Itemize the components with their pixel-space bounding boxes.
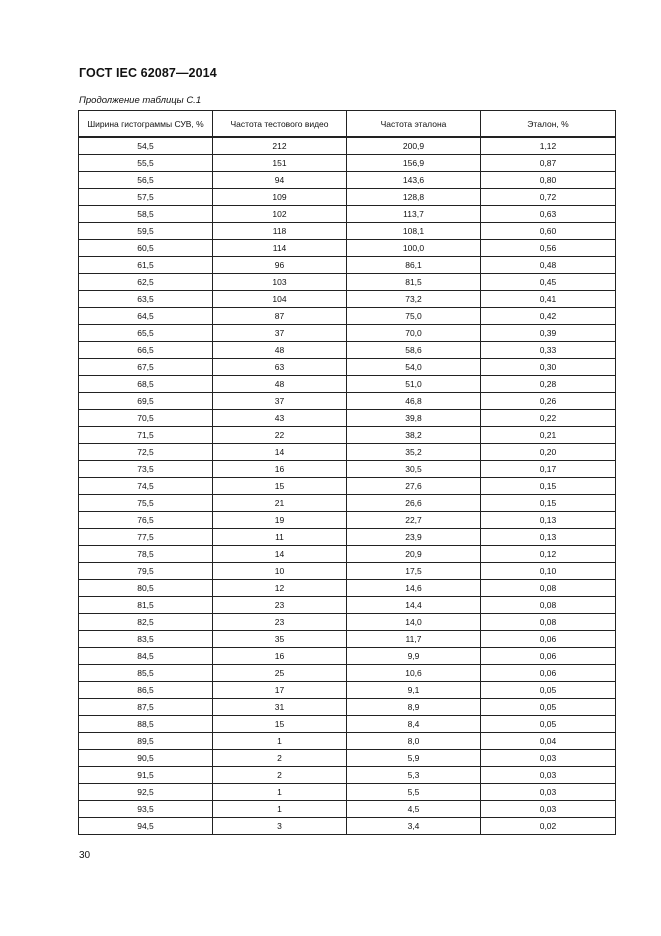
- cell-test-video-frequency: 87: [213, 308, 347, 325]
- cell-test-video-frequency: 103: [213, 274, 347, 291]
- cell-histogram-width: 76,5: [79, 512, 213, 529]
- cell-test-video-frequency: 22: [213, 427, 347, 444]
- cell-histogram-width: 60,5: [79, 240, 213, 257]
- cell-reference-percent: 0,72: [481, 189, 616, 206]
- cell-reference-frequency: 4,5: [347, 801, 481, 818]
- cell-reference-percent: 0,13: [481, 512, 616, 529]
- table-row: [79, 546, 616, 563]
- table-row: [79, 308, 616, 325]
- cell-reference-frequency: 200,9: [347, 137, 481, 155]
- cell-reference-percent: 0,80: [481, 172, 616, 189]
- table-row: [79, 427, 616, 444]
- cell-reference-percent: 0,20: [481, 444, 616, 461]
- cell-test-video-frequency: 37: [213, 325, 347, 342]
- cell-reference-percent: 0,33: [481, 342, 616, 359]
- cell-test-video-frequency: 3: [213, 818, 347, 835]
- cell-test-video-frequency: 35: [213, 631, 347, 648]
- cell-reference-percent: 0,08: [481, 614, 616, 631]
- cell-reference-frequency: 3,4: [347, 818, 481, 835]
- cell-histogram-width: 70,5: [79, 410, 213, 427]
- table-row: [79, 563, 616, 580]
- column-header-reference-frequency: Частота эталона: [347, 111, 481, 138]
- cell-reference-frequency: 58,6: [347, 342, 481, 359]
- cell-reference-percent: 0,05: [481, 716, 616, 733]
- table-row: [79, 172, 616, 189]
- cell-test-video-frequency: 118: [213, 223, 347, 240]
- cell-reference-percent: 0,08: [481, 580, 616, 597]
- cell-histogram-width: 90,5: [79, 750, 213, 767]
- cell-histogram-width: 79,5: [79, 563, 213, 580]
- cell-histogram-width: 68,5: [79, 376, 213, 393]
- cell-reference-percent: 0,03: [481, 750, 616, 767]
- cell-test-video-frequency: 11: [213, 529, 347, 546]
- cell-test-video-frequency: 37: [213, 393, 347, 410]
- cell-test-video-frequency: 15: [213, 716, 347, 733]
- cell-reference-percent: 0,03: [481, 784, 616, 801]
- cell-reference-percent: 0,60: [481, 223, 616, 240]
- table-row: [79, 393, 616, 410]
- cell-reference-frequency: 73,2: [347, 291, 481, 308]
- table-row: [79, 189, 616, 206]
- cell-histogram-width: 85,5: [79, 665, 213, 682]
- cell-reference-percent: 0,45: [481, 274, 616, 291]
- cell-reference-percent: 0,15: [481, 478, 616, 495]
- cell-reference-percent: 0,10: [481, 563, 616, 580]
- cell-reference-frequency: 46,8: [347, 393, 481, 410]
- cell-test-video-frequency: 102: [213, 206, 347, 223]
- table-row: [79, 495, 616, 512]
- cell-test-video-frequency: 25: [213, 665, 347, 682]
- cell-reference-percent: 0,04: [481, 733, 616, 750]
- cell-reference-percent: 0,41: [481, 291, 616, 308]
- cell-reference-frequency: 14,4: [347, 597, 481, 614]
- cell-reference-frequency: 10,6: [347, 665, 481, 682]
- cell-histogram-width: 78,5: [79, 546, 213, 563]
- cell-test-video-frequency: 96: [213, 257, 347, 274]
- table-row: [79, 614, 616, 631]
- cell-histogram-width: 56,5: [79, 172, 213, 189]
- cell-test-video-frequency: 48: [213, 342, 347, 359]
- cell-reference-frequency: 22,7: [347, 512, 481, 529]
- cell-reference-frequency: 8,9: [347, 699, 481, 716]
- table-row: [79, 359, 616, 376]
- cell-reference-percent: 0,87: [481, 155, 616, 172]
- table-row: [79, 784, 616, 801]
- cell-reference-percent: 0,42: [481, 308, 616, 325]
- cell-test-video-frequency: 15: [213, 478, 347, 495]
- cell-histogram-width: 61,5: [79, 257, 213, 274]
- cell-reference-percent: 0,03: [481, 801, 616, 818]
- table-row: [79, 529, 616, 546]
- table-row: [79, 818, 616, 835]
- table-row: [79, 342, 616, 359]
- table-row: [79, 478, 616, 495]
- cell-histogram-width: 93,5: [79, 801, 213, 818]
- cell-histogram-width: 84,5: [79, 648, 213, 665]
- cell-reference-frequency: 113,7: [347, 206, 481, 223]
- cell-reference-percent: 0,08: [481, 597, 616, 614]
- cell-test-video-frequency: 12: [213, 580, 347, 597]
- cell-histogram-width: 55,5: [79, 155, 213, 172]
- cell-test-video-frequency: 17: [213, 682, 347, 699]
- column-header-test-video-frequency: Частота тестового видео: [213, 111, 347, 138]
- cell-reference-percent: 0,06: [481, 665, 616, 682]
- cell-reference-frequency: 9,1: [347, 682, 481, 699]
- cell-histogram-width: 91,5: [79, 767, 213, 784]
- cell-reference-frequency: 5,3: [347, 767, 481, 784]
- cell-histogram-width: 92,5: [79, 784, 213, 801]
- cell-reference-frequency: 14,0: [347, 614, 481, 631]
- cell-reference-frequency: 75,0: [347, 308, 481, 325]
- table-row: [79, 257, 616, 274]
- cell-histogram-width: 83,5: [79, 631, 213, 648]
- cell-test-video-frequency: 104: [213, 291, 347, 308]
- cell-histogram-width: 65,5: [79, 325, 213, 342]
- cell-test-video-frequency: 1: [213, 733, 347, 750]
- cell-test-video-frequency: 16: [213, 648, 347, 665]
- table-row: [79, 223, 616, 240]
- cell-reference-percent: 1,12: [481, 137, 616, 155]
- cell-histogram-width: 67,5: [79, 359, 213, 376]
- cell-reference-frequency: 35,2: [347, 444, 481, 461]
- cell-reference-percent: 0,22: [481, 410, 616, 427]
- cell-test-video-frequency: 1: [213, 801, 347, 818]
- table-row: [79, 461, 616, 478]
- table-row: [79, 580, 616, 597]
- cell-histogram-width: 94,5: [79, 818, 213, 835]
- cell-histogram-width: 88,5: [79, 716, 213, 733]
- cell-reference-percent: 0,12: [481, 546, 616, 563]
- table-row: [79, 631, 616, 648]
- cell-reference-percent: 0,28: [481, 376, 616, 393]
- cell-reference-frequency: 108,1: [347, 223, 481, 240]
- cell-histogram-width: 59,5: [79, 223, 213, 240]
- table-header-row: [79, 111, 616, 138]
- cell-histogram-width: 66,5: [79, 342, 213, 359]
- cell-test-video-frequency: 19: [213, 512, 347, 529]
- cell-reference-percent: 0,15: [481, 495, 616, 512]
- table-row: [79, 733, 616, 750]
- cell-histogram-width: 77,5: [79, 529, 213, 546]
- cell-histogram-width: 89,5: [79, 733, 213, 750]
- cell-reference-frequency: 20,9: [347, 546, 481, 563]
- cell-test-video-frequency: 1: [213, 784, 347, 801]
- cell-reference-percent: 0,48: [481, 257, 616, 274]
- cell-test-video-frequency: 16: [213, 461, 347, 478]
- table-row: [79, 291, 616, 308]
- cell-test-video-frequency: 212: [213, 137, 347, 155]
- cell-histogram-width: 86,5: [79, 682, 213, 699]
- cell-reference-frequency: 86,1: [347, 257, 481, 274]
- cell-histogram-width: 63,5: [79, 291, 213, 308]
- cell-reference-frequency: 128,8: [347, 189, 481, 206]
- cell-histogram-width: 62,5: [79, 274, 213, 291]
- table-row: [79, 597, 616, 614]
- table-body: [79, 137, 616, 835]
- table-row: [79, 240, 616, 257]
- cell-reference-frequency: 8,0: [347, 733, 481, 750]
- cell-reference-percent: 0,13: [481, 529, 616, 546]
- table-row: [79, 716, 616, 733]
- cell-histogram-width: 54,5: [79, 137, 213, 155]
- table-row: [79, 767, 616, 784]
- cell-reference-frequency: 17,5: [347, 563, 481, 580]
- cell-reference-percent: 0,39: [481, 325, 616, 342]
- cell-reference-frequency: 5,9: [347, 750, 481, 767]
- cell-reference-frequency: 8,4: [347, 716, 481, 733]
- table-row: [79, 750, 616, 767]
- cell-reference-frequency: 156,9: [347, 155, 481, 172]
- cell-reference-frequency: 26,6: [347, 495, 481, 512]
- cell-reference-frequency: 51,0: [347, 376, 481, 393]
- cell-test-video-frequency: 151: [213, 155, 347, 172]
- table-row: [79, 801, 616, 818]
- table-row: [79, 444, 616, 461]
- cell-reference-frequency: 70,0: [347, 325, 481, 342]
- cell-test-video-frequency: 63: [213, 359, 347, 376]
- table-row: [79, 648, 616, 665]
- table-row: [79, 699, 616, 716]
- cell-histogram-width: 87,5: [79, 699, 213, 716]
- cell-histogram-width: 71,5: [79, 427, 213, 444]
- cell-test-video-frequency: 109: [213, 189, 347, 206]
- data-table: [78, 110, 616, 835]
- cell-reference-frequency: 23,9: [347, 529, 481, 546]
- cell-reference-frequency: 81,5: [347, 274, 481, 291]
- cell-reference-frequency: 38,2: [347, 427, 481, 444]
- table-row: [79, 137, 616, 155]
- table-row: [79, 665, 616, 682]
- cell-test-video-frequency: 43: [213, 410, 347, 427]
- column-header-reference-percent: Эталон, %: [481, 111, 616, 138]
- table-row: [79, 512, 616, 529]
- cell-histogram-width: 80,5: [79, 580, 213, 597]
- cell-reference-frequency: 39,8: [347, 410, 481, 427]
- cell-test-video-frequency: 94: [213, 172, 347, 189]
- cell-histogram-width: 72,5: [79, 444, 213, 461]
- cell-test-video-frequency: 2: [213, 750, 347, 767]
- cell-test-video-frequency: 2: [213, 767, 347, 784]
- table-row: [79, 155, 616, 172]
- cell-test-video-frequency: 114: [213, 240, 347, 257]
- cell-histogram-width: 75,5: [79, 495, 213, 512]
- cell-histogram-width: 73,5: [79, 461, 213, 478]
- cell-reference-frequency: 11,7: [347, 631, 481, 648]
- table-row: [79, 682, 616, 699]
- cell-reference-percent: 0,05: [481, 682, 616, 699]
- cell-test-video-frequency: 14: [213, 444, 347, 461]
- cell-histogram-width: 58,5: [79, 206, 213, 223]
- cell-reference-percent: 0,03: [481, 767, 616, 784]
- cell-test-video-frequency: 31: [213, 699, 347, 716]
- cell-test-video-frequency: 48: [213, 376, 347, 393]
- cell-reference-frequency: 30,5: [347, 461, 481, 478]
- cell-test-video-frequency: 23: [213, 614, 347, 631]
- table-row: [79, 206, 616, 223]
- cell-reference-percent: 0,06: [481, 631, 616, 648]
- cell-reference-frequency: 54,0: [347, 359, 481, 376]
- cell-reference-frequency: 14,6: [347, 580, 481, 597]
- column-header-histogram-width: Ширина гистограммы СУВ, %: [79, 111, 213, 138]
- cell-reference-frequency: 143,6: [347, 172, 481, 189]
- cell-test-video-frequency: 21: [213, 495, 347, 512]
- cell-histogram-width: 82,5: [79, 614, 213, 631]
- cell-histogram-width: 64,5: [79, 308, 213, 325]
- table-row: [79, 410, 616, 427]
- cell-reference-percent: 0,21: [481, 427, 616, 444]
- cell-reference-percent: 0,26: [481, 393, 616, 410]
- table-row: [79, 274, 616, 291]
- cell-reference-percent: 0,17: [481, 461, 616, 478]
- cell-reference-percent: 0,06: [481, 648, 616, 665]
- cell-reference-percent: 0,02: [481, 818, 616, 835]
- cell-reference-frequency: 5,5: [347, 784, 481, 801]
- page-number: 30: [79, 850, 91, 861]
- cell-test-video-frequency: 23: [213, 597, 347, 614]
- cell-reference-frequency: 27,6: [347, 478, 481, 495]
- cell-reference-frequency: 9,9: [347, 648, 481, 665]
- cell-reference-percent: 0,56: [481, 240, 616, 257]
- cell-histogram-width: 69,5: [79, 393, 213, 410]
- table-row: [79, 325, 616, 342]
- table-caption: Продолжение таблицы С.1: [79, 95, 202, 106]
- table-row: [79, 376, 616, 393]
- cell-test-video-frequency: 10: [213, 563, 347, 580]
- cell-histogram-width: 57,5: [79, 189, 213, 206]
- cell-test-video-frequency: 14: [213, 546, 347, 563]
- cell-reference-frequency: 100,0: [347, 240, 481, 257]
- cell-histogram-width: 81,5: [79, 597, 213, 614]
- cell-reference-percent: 0,05: [481, 699, 616, 716]
- cell-reference-percent: 0,63: [481, 206, 616, 223]
- cell-histogram-width: 74,5: [79, 478, 213, 495]
- document-code: ГОСТ IEC 62087—2014: [79, 66, 217, 80]
- cell-reference-percent: 0,30: [481, 359, 616, 376]
